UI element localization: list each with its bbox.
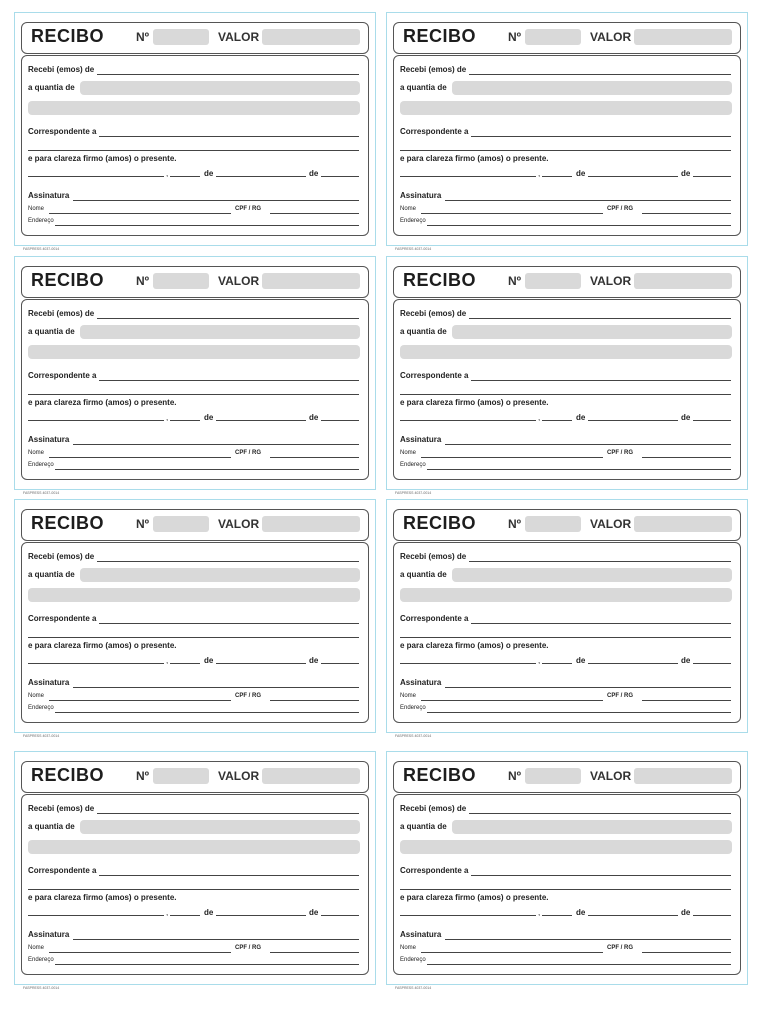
city-line[interactable] xyxy=(400,176,536,177)
signature-label: Assinatura xyxy=(28,678,70,687)
receipt-form xyxy=(21,509,369,738)
year-line[interactable] xyxy=(321,176,359,177)
amount-field[interactable] xyxy=(452,81,732,95)
signature-line[interactable] xyxy=(73,687,359,688)
value-field[interactable] xyxy=(262,516,360,532)
cpf-rg-label: CPF / RG xyxy=(607,693,634,699)
receipt-header xyxy=(393,509,741,541)
number-label: Nº xyxy=(508,274,522,288)
receipt-cell xyxy=(386,751,748,990)
receipt-form xyxy=(393,509,741,738)
corresponding-label: Correspondente a xyxy=(400,127,469,136)
clarity-text: e para clareza firmo (amos) o presente. xyxy=(28,398,177,407)
corresponding-label: Correspondente a xyxy=(400,866,469,875)
year-line[interactable] xyxy=(693,915,731,916)
received-from-label: Recebi (emos) de xyxy=(28,552,95,561)
amount-label: a quantia de xyxy=(28,570,75,579)
number-label: Nº xyxy=(136,769,150,783)
de-label-2: de xyxy=(681,169,691,178)
cpf-rg-line[interactable] xyxy=(270,213,359,214)
city-line[interactable] xyxy=(400,420,536,421)
cpf-rg-label: CPF / RG xyxy=(235,693,262,699)
corresponding-label: Correspondente a xyxy=(28,614,97,623)
amount-field[interactable] xyxy=(452,568,732,582)
receipt-title: RECIBO xyxy=(403,270,477,290)
day-line[interactable] xyxy=(170,176,200,177)
comma: , xyxy=(166,169,169,178)
amount-label: a quantia de xyxy=(400,822,447,831)
receipt-body xyxy=(21,794,369,975)
cpf-rg-line[interactable] xyxy=(642,952,731,953)
signature-line[interactable] xyxy=(445,200,731,201)
signature-label: Assinatura xyxy=(28,435,70,444)
address-line[interactable] xyxy=(55,964,359,965)
received-from-line[interactable] xyxy=(97,561,359,562)
receipt-header xyxy=(21,509,369,541)
name-line[interactable] xyxy=(421,700,603,701)
signature-label: Assinatura xyxy=(400,930,442,939)
day-line[interactable] xyxy=(170,420,200,421)
receipt-form xyxy=(21,761,369,990)
name-label: Nome xyxy=(400,206,417,212)
receipt-body xyxy=(21,55,369,236)
received-from-label: Recebi (emos) de xyxy=(28,309,95,318)
corresponding-line-2[interactable] xyxy=(400,394,731,395)
cpf-rg-line[interactable] xyxy=(270,700,359,701)
receipt-cell xyxy=(386,12,748,251)
number-label: Nº xyxy=(136,30,150,44)
receipt-header xyxy=(21,266,369,298)
month-line[interactable] xyxy=(588,420,678,421)
name-label: Nome xyxy=(28,450,45,456)
comma: , xyxy=(538,656,541,665)
cpf-rg-line[interactable] xyxy=(270,457,359,458)
clarity-text: e para clareza firmo (amos) o presente. xyxy=(400,154,549,163)
receipt-cell xyxy=(14,12,376,251)
name-label: Nome xyxy=(28,945,45,951)
day-line[interactable] xyxy=(542,176,572,177)
value-field[interactable] xyxy=(634,768,732,784)
corresponding-label: Correspondente a xyxy=(400,371,469,380)
cpf-rg-label: CPF / RG xyxy=(607,450,634,456)
address-line[interactable] xyxy=(427,964,731,965)
receipt-header xyxy=(393,761,741,793)
clarity-text: e para clareza firmo (amos) o presente. xyxy=(400,398,549,407)
de-label-1: de xyxy=(204,908,214,917)
receipt-body xyxy=(393,299,741,480)
month-line[interactable] xyxy=(216,915,306,916)
city-line[interactable] xyxy=(400,663,536,664)
received-from-label: Recebi (emos) de xyxy=(400,552,467,561)
year-line[interactable] xyxy=(321,915,359,916)
corresponding-line[interactable] xyxy=(99,380,359,381)
number-label: Nº xyxy=(136,517,150,531)
signature-line[interactable] xyxy=(73,939,359,940)
cpf-rg-label: CPF / RG xyxy=(235,945,262,951)
amount-field[interactable] xyxy=(452,325,732,339)
received-from-line[interactable] xyxy=(469,813,731,814)
month-line[interactable] xyxy=(588,915,678,916)
receipt-form xyxy=(393,761,741,990)
received-from-label: Recebi (emos) de xyxy=(400,309,467,318)
value-field[interactable] xyxy=(262,273,360,289)
amount-field-continued[interactable] xyxy=(28,588,360,602)
receipt-header xyxy=(21,22,369,54)
corresponding-line-2[interactable] xyxy=(28,889,359,890)
value-label: VALOR xyxy=(218,30,260,44)
month-line[interactable] xyxy=(216,420,306,421)
receipt-body xyxy=(21,299,369,480)
number-field[interactable] xyxy=(525,768,581,784)
clarity-text: e para clareza firmo (amos) o presente. xyxy=(400,641,549,650)
de-label-2: de xyxy=(681,908,691,917)
day-line[interactable] xyxy=(170,663,200,664)
value-label: VALOR xyxy=(218,769,260,783)
value-field[interactable] xyxy=(262,29,360,45)
address-label: Endereço xyxy=(28,705,54,711)
address-label: Endereço xyxy=(28,957,54,963)
receipt-title: RECIBO xyxy=(31,513,105,533)
cpf-rg-line[interactable] xyxy=(642,700,731,701)
amount-field-continued[interactable] xyxy=(28,345,360,359)
address-label: Endereço xyxy=(400,957,426,963)
amount-field[interactable] xyxy=(452,820,732,834)
number-field[interactable] xyxy=(153,273,209,289)
signature-line[interactable] xyxy=(445,687,731,688)
receipt-body xyxy=(393,542,741,723)
signature-line[interactable] xyxy=(73,444,359,445)
receipt-form xyxy=(393,22,741,251)
received-from-label: Recebi (emos) de xyxy=(28,804,95,813)
corresponding-label: Correspondente a xyxy=(28,127,97,136)
receipt-cell xyxy=(14,256,376,495)
value-field[interactable] xyxy=(634,29,732,45)
amount-label: a quantia de xyxy=(400,570,447,579)
receipt-title: RECIBO xyxy=(31,26,105,46)
received-from-line[interactable] xyxy=(469,561,731,562)
de-label-2: de xyxy=(309,413,319,422)
value-label: VALOR xyxy=(218,274,260,288)
address-line[interactable] xyxy=(427,225,731,226)
amount-label: a quantia de xyxy=(400,327,447,336)
number-label: Nº xyxy=(508,517,522,531)
receipt-body xyxy=(393,55,741,236)
de-label-2: de xyxy=(681,656,691,665)
amount-label: a quantia de xyxy=(28,327,75,336)
name-label: Nome xyxy=(28,206,45,212)
name-line[interactable] xyxy=(49,952,231,953)
city-line[interactable] xyxy=(28,663,164,664)
address-line[interactable] xyxy=(55,225,359,226)
corresponding-line-2[interactable] xyxy=(28,150,359,151)
received-from-line[interactable] xyxy=(469,318,731,319)
corresponding-line[interactable] xyxy=(471,136,731,137)
value-label: VALOR xyxy=(590,30,632,44)
de-label-2: de xyxy=(309,656,319,665)
receipt-form xyxy=(21,266,369,495)
address-line[interactable] xyxy=(55,712,359,713)
day-line[interactable] xyxy=(542,663,572,664)
value-field[interactable] xyxy=(262,768,360,784)
received-from-line[interactable] xyxy=(469,74,731,75)
receipt-cell xyxy=(14,499,376,738)
corresponding-line[interactable] xyxy=(99,875,359,876)
month-line[interactable] xyxy=(588,176,678,177)
cpf-rg-label: CPF / RG xyxy=(607,206,634,212)
year-line[interactable] xyxy=(321,420,359,421)
name-label: Nome xyxy=(28,693,45,699)
year-line[interactable] xyxy=(693,176,731,177)
received-from-label: Recebi (emos) de xyxy=(28,65,95,74)
comma: , xyxy=(538,169,541,178)
de-label-1: de xyxy=(204,169,214,178)
receipt-header xyxy=(393,266,741,298)
comma: , xyxy=(538,908,541,917)
de-label-1: de xyxy=(204,413,214,422)
year-line[interactable] xyxy=(693,663,731,664)
value-label: VALOR xyxy=(590,274,632,288)
form-code: FASPRESS 4037-0014 xyxy=(23,247,60,251)
amount-field[interactable] xyxy=(80,81,360,95)
clarity-text: e para clareza firmo (amos) o presente. xyxy=(28,641,177,650)
cpf-rg-label: CPF / RG xyxy=(235,206,262,212)
number-field[interactable] xyxy=(525,29,581,45)
month-line[interactable] xyxy=(216,663,306,664)
de-label-1: de xyxy=(576,908,586,917)
receipt-cell xyxy=(386,256,748,495)
corresponding-label: Correspondente a xyxy=(400,614,469,623)
address-label: Endereço xyxy=(400,462,426,468)
de-label-2: de xyxy=(309,908,319,917)
address-line[interactable] xyxy=(427,712,731,713)
corresponding-line[interactable] xyxy=(471,380,731,381)
form-code: FASPRESS 4037-0014 xyxy=(23,986,60,990)
receipt-header xyxy=(393,22,741,54)
cpf-rg-label: CPF / RG xyxy=(235,450,262,456)
amount-field-continued[interactable] xyxy=(28,840,360,854)
month-line[interactable] xyxy=(588,663,678,664)
city-line[interactable] xyxy=(28,176,164,177)
clarity-text: e para clareza firmo (amos) o presente. xyxy=(28,893,177,902)
name-label: Nome xyxy=(400,693,417,699)
receipt-title: RECIBO xyxy=(403,26,477,46)
amount-field-continued[interactable] xyxy=(400,840,732,854)
number-field[interactable] xyxy=(153,516,209,532)
number-field[interactable] xyxy=(525,273,581,289)
amount-field[interactable] xyxy=(80,325,360,339)
clarity-text: e para clareza firmo (amos) o presente. xyxy=(28,154,177,163)
signature-line[interactable] xyxy=(445,444,731,445)
value-field[interactable] xyxy=(634,516,732,532)
value-label: VALOR xyxy=(590,769,632,783)
de-label-1: de xyxy=(576,656,586,665)
number-label: Nº xyxy=(508,769,522,783)
number-field[interactable] xyxy=(153,768,209,784)
comma: , xyxy=(166,656,169,665)
comma: , xyxy=(538,413,541,422)
amount-field-continued[interactable] xyxy=(400,101,732,115)
signature-label: Assinatura xyxy=(28,930,70,939)
cpf-rg-line[interactable] xyxy=(642,213,731,214)
address-label: Endereço xyxy=(28,218,54,224)
cpf-rg-label: CPF / RG xyxy=(607,945,634,951)
corresponding-line[interactable] xyxy=(471,875,731,876)
corresponding-line-2[interactable] xyxy=(400,889,731,890)
corresponding-line[interactable] xyxy=(99,136,359,137)
clarity-text: e para clareza firmo (amos) o presente. xyxy=(400,893,549,902)
corresponding-label: Correspondente a xyxy=(28,866,97,875)
name-line[interactable] xyxy=(421,952,603,953)
name-line[interactable] xyxy=(421,457,603,458)
year-line[interactable] xyxy=(693,420,731,421)
signature-label: Assinatura xyxy=(28,191,70,200)
form-code: FASPRESS 4037-0014 xyxy=(23,734,60,738)
form-code: FASPRESS 4037-0014 xyxy=(395,734,432,738)
comma: , xyxy=(166,908,169,917)
signature-label: Assinatura xyxy=(400,435,442,444)
receipt-title: RECIBO xyxy=(31,270,105,290)
receipt-form xyxy=(21,22,369,251)
form-code: FASPRESS 4037-0014 xyxy=(395,247,432,251)
received-from-line[interactable] xyxy=(97,74,359,75)
form-code: FASPRESS 4037-0014 xyxy=(23,491,60,495)
signature-line[interactable] xyxy=(445,939,731,940)
de-label-1: de xyxy=(576,169,586,178)
year-line[interactable] xyxy=(321,663,359,664)
corresponding-label: Correspondente a xyxy=(28,371,97,380)
city-line[interactable] xyxy=(28,420,164,421)
address-label: Endereço xyxy=(28,462,54,468)
name-line[interactable] xyxy=(421,213,603,214)
city-line[interactable] xyxy=(28,915,164,916)
address-label: Endereço xyxy=(400,218,426,224)
receipt-body xyxy=(393,794,741,975)
comma: , xyxy=(166,413,169,422)
de-label-1: de xyxy=(576,413,586,422)
value-label: VALOR xyxy=(590,517,632,531)
received-from-line[interactable] xyxy=(97,318,359,319)
address-line[interactable] xyxy=(55,469,359,470)
signature-label: Assinatura xyxy=(400,191,442,200)
day-line[interactable] xyxy=(542,420,572,421)
receipt-header xyxy=(21,761,369,793)
corresponding-line[interactable] xyxy=(471,623,731,624)
day-line[interactable] xyxy=(542,915,572,916)
amount-field[interactable] xyxy=(80,568,360,582)
name-label: Nome xyxy=(400,945,417,951)
name-line[interactable] xyxy=(49,457,231,458)
name-line[interactable] xyxy=(49,700,231,701)
city-line[interactable] xyxy=(400,915,536,916)
amount-field-continued[interactable] xyxy=(400,345,732,359)
receipt-form xyxy=(393,266,741,495)
amount-label: a quantia de xyxy=(400,83,447,92)
received-from-label: Recebi (emos) de xyxy=(400,65,467,74)
received-from-line[interactable] xyxy=(97,813,359,814)
number-field[interactable] xyxy=(153,29,209,45)
amount-label: a quantia de xyxy=(28,822,75,831)
receipt-cell xyxy=(386,499,748,738)
value-field[interactable] xyxy=(634,273,732,289)
corresponding-line-2[interactable] xyxy=(400,637,731,638)
amount-field-continued[interactable] xyxy=(400,588,732,602)
received-from-label: Recebi (emos) de xyxy=(400,804,467,813)
number-field[interactable] xyxy=(525,516,581,532)
receipt-cell xyxy=(14,751,376,990)
day-line[interactable] xyxy=(170,915,200,916)
number-label: Nº xyxy=(508,30,522,44)
form-code: FASPRESS 4037-0014 xyxy=(395,491,432,495)
name-line[interactable] xyxy=(49,213,231,214)
address-label: Endereço xyxy=(400,705,426,711)
address-line[interactable] xyxy=(427,469,731,470)
signature-label: Assinatura xyxy=(400,678,442,687)
form-code: FASPRESS 4037-0014 xyxy=(395,986,432,990)
de-label-1: de xyxy=(204,656,214,665)
corresponding-line-2[interactable] xyxy=(400,150,731,151)
amount-field[interactable] xyxy=(80,820,360,834)
corresponding-line-2[interactable] xyxy=(28,394,359,395)
signature-line[interactable] xyxy=(73,200,359,201)
amount-label: a quantia de xyxy=(28,83,75,92)
cpf-rg-line[interactable] xyxy=(270,952,359,953)
de-label-2: de xyxy=(681,413,691,422)
corresponding-line[interactable] xyxy=(99,623,359,624)
receipt-body xyxy=(21,542,369,723)
value-label: VALOR xyxy=(218,517,260,531)
receipt-title: RECIBO xyxy=(31,765,105,785)
de-label-2: de xyxy=(309,169,319,178)
number-label: Nº xyxy=(136,274,150,288)
name-label: Nome xyxy=(400,450,417,456)
cpf-rg-line[interactable] xyxy=(642,457,731,458)
amount-field-continued[interactable] xyxy=(28,101,360,115)
receipt-title: RECIBO xyxy=(403,765,477,785)
corresponding-line-2[interactable] xyxy=(28,637,359,638)
month-line[interactable] xyxy=(216,176,306,177)
receipt-title: RECIBO xyxy=(403,513,477,533)
